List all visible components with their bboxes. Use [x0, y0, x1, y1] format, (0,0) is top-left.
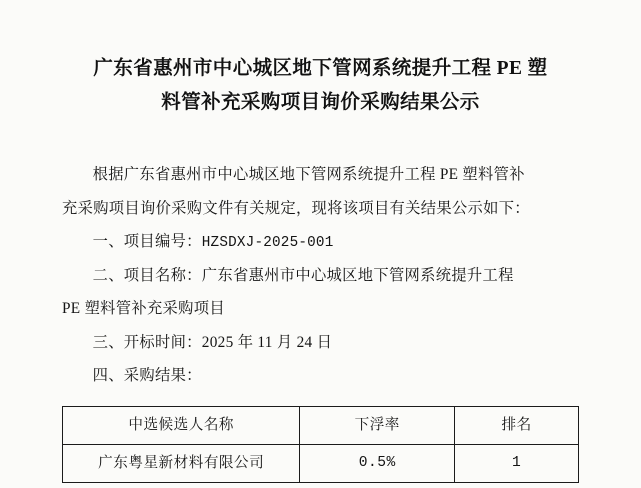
- item-project-number: [62, 225, 579, 259]
- item-procurement-result-label: 四、采购结果：: [92, 367, 202, 385]
- table-header: [63, 407, 579, 445]
- item-project-name-value: 广东省惠州市中心城区地下管网系统提升工程: [201, 267, 514, 285]
- cell-ranking: 1: [455, 445, 579, 483]
- table-header-candidate-name: 中选候选人名称: [63, 407, 300, 445]
- procurement-result-table: [62, 406, 579, 483]
- table-header-discount-rate: 下浮率: [300, 407, 455, 445]
- document-body: [62, 158, 579, 483]
- page-title: [68, 0, 573, 120]
- intro-paragraph-line-1: 根据广东省惠州市中心城区地下管网系统提升工程 PE 塑料管补: [92, 166, 525, 184]
- table-header-ranking: 排名: [455, 407, 579, 445]
- item-bid-opening-time-value: 2025 年 11 月 24 日: [201, 333, 333, 351]
- item-project-number-label: 一、项目编号：: [92, 232, 202, 250]
- item-project-name: [62, 259, 579, 292]
- item-project-name-continued: PE 塑料管补充采购项目: [62, 300, 225, 318]
- item-procurement-result: [62, 359, 579, 392]
- item-project-name-label: 二、项目名称：: [92, 267, 202, 285]
- table-body: [63, 445, 579, 483]
- table-header-row: [63, 407, 579, 445]
- cell-candidate-name: 广东粤星新材料有限公司: [63, 445, 300, 483]
- page-title-line-1: 广东省惠州市中心城区地下管网系统提升工程 PE 塑: [93, 58, 548, 79]
- item-bid-opening-time-label: 三、开标时间：: [92, 333, 202, 351]
- page-title-line-2: 料管补充采购项目询价采购结果公示: [161, 92, 480, 114]
- cell-discount-rate: 0.5%: [300, 445, 455, 483]
- table-row: [63, 445, 579, 483]
- item-project-number-value: HZSDXJ-2025-001: [201, 234, 334, 251]
- intro-paragraph-line-2: 充采购项目询价采购文件有关规定，现将该项目有关结果公示如下：: [62, 199, 530, 217]
- item-bid-opening-time: [62, 326, 579, 359]
